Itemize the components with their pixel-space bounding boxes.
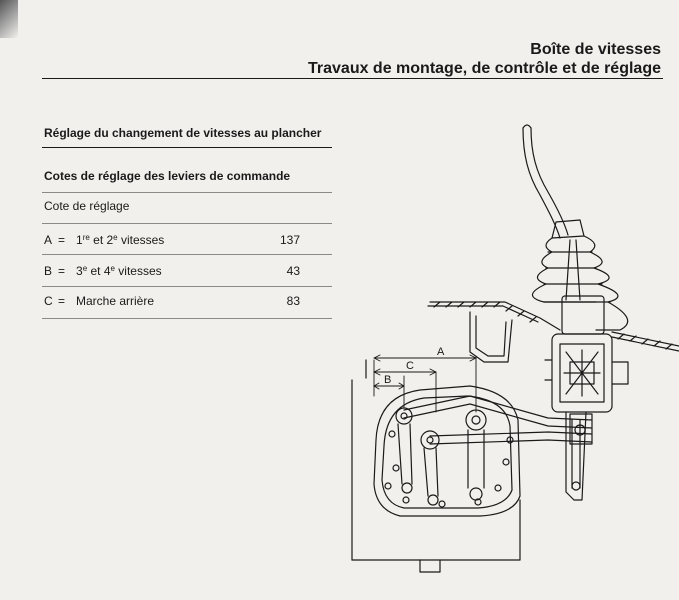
lower-lever [566,412,586,500]
row-equals: = [58,294,66,308]
row-value: 137 [279,233,300,247]
floor-pan [428,302,679,351]
header-title: Boîte de vitesses [530,41,661,58]
row-value: 43 [286,264,300,278]
gear-housing [545,296,628,412]
tunnel-bracket [470,312,512,362]
row-description: 1re et 2e vitesses [76,233,165,247]
dimension-label-b: B [384,374,392,386]
gearbox-plate [374,386,520,516]
row-description: 3e et 4e vitesses [76,264,162,278]
shift-boot-icon [532,220,627,330]
header-subtitle: Travaux de montage, de contrôle et de réglage [308,60,661,77]
row-equals: = [58,233,66,247]
linkage-rods [404,396,592,444]
table-column-header: Cote de réglage [44,199,130,213]
section-title: Réglage du changement de vitesses au plancher [44,126,322,140]
row-letter: C [44,294,53,308]
row-letter: B [44,264,53,278]
row-description: Marche arrière [76,294,155,308]
selector-levers [396,408,486,505]
dimension-label-c: C [406,360,414,372]
row-value: 83 [286,294,300,308]
table-title: Cotes de réglage des leviers de commande [44,169,291,183]
row-equals: = [58,264,66,278]
dimension-label-a: A [437,346,445,358]
row-letter: A [44,233,53,247]
